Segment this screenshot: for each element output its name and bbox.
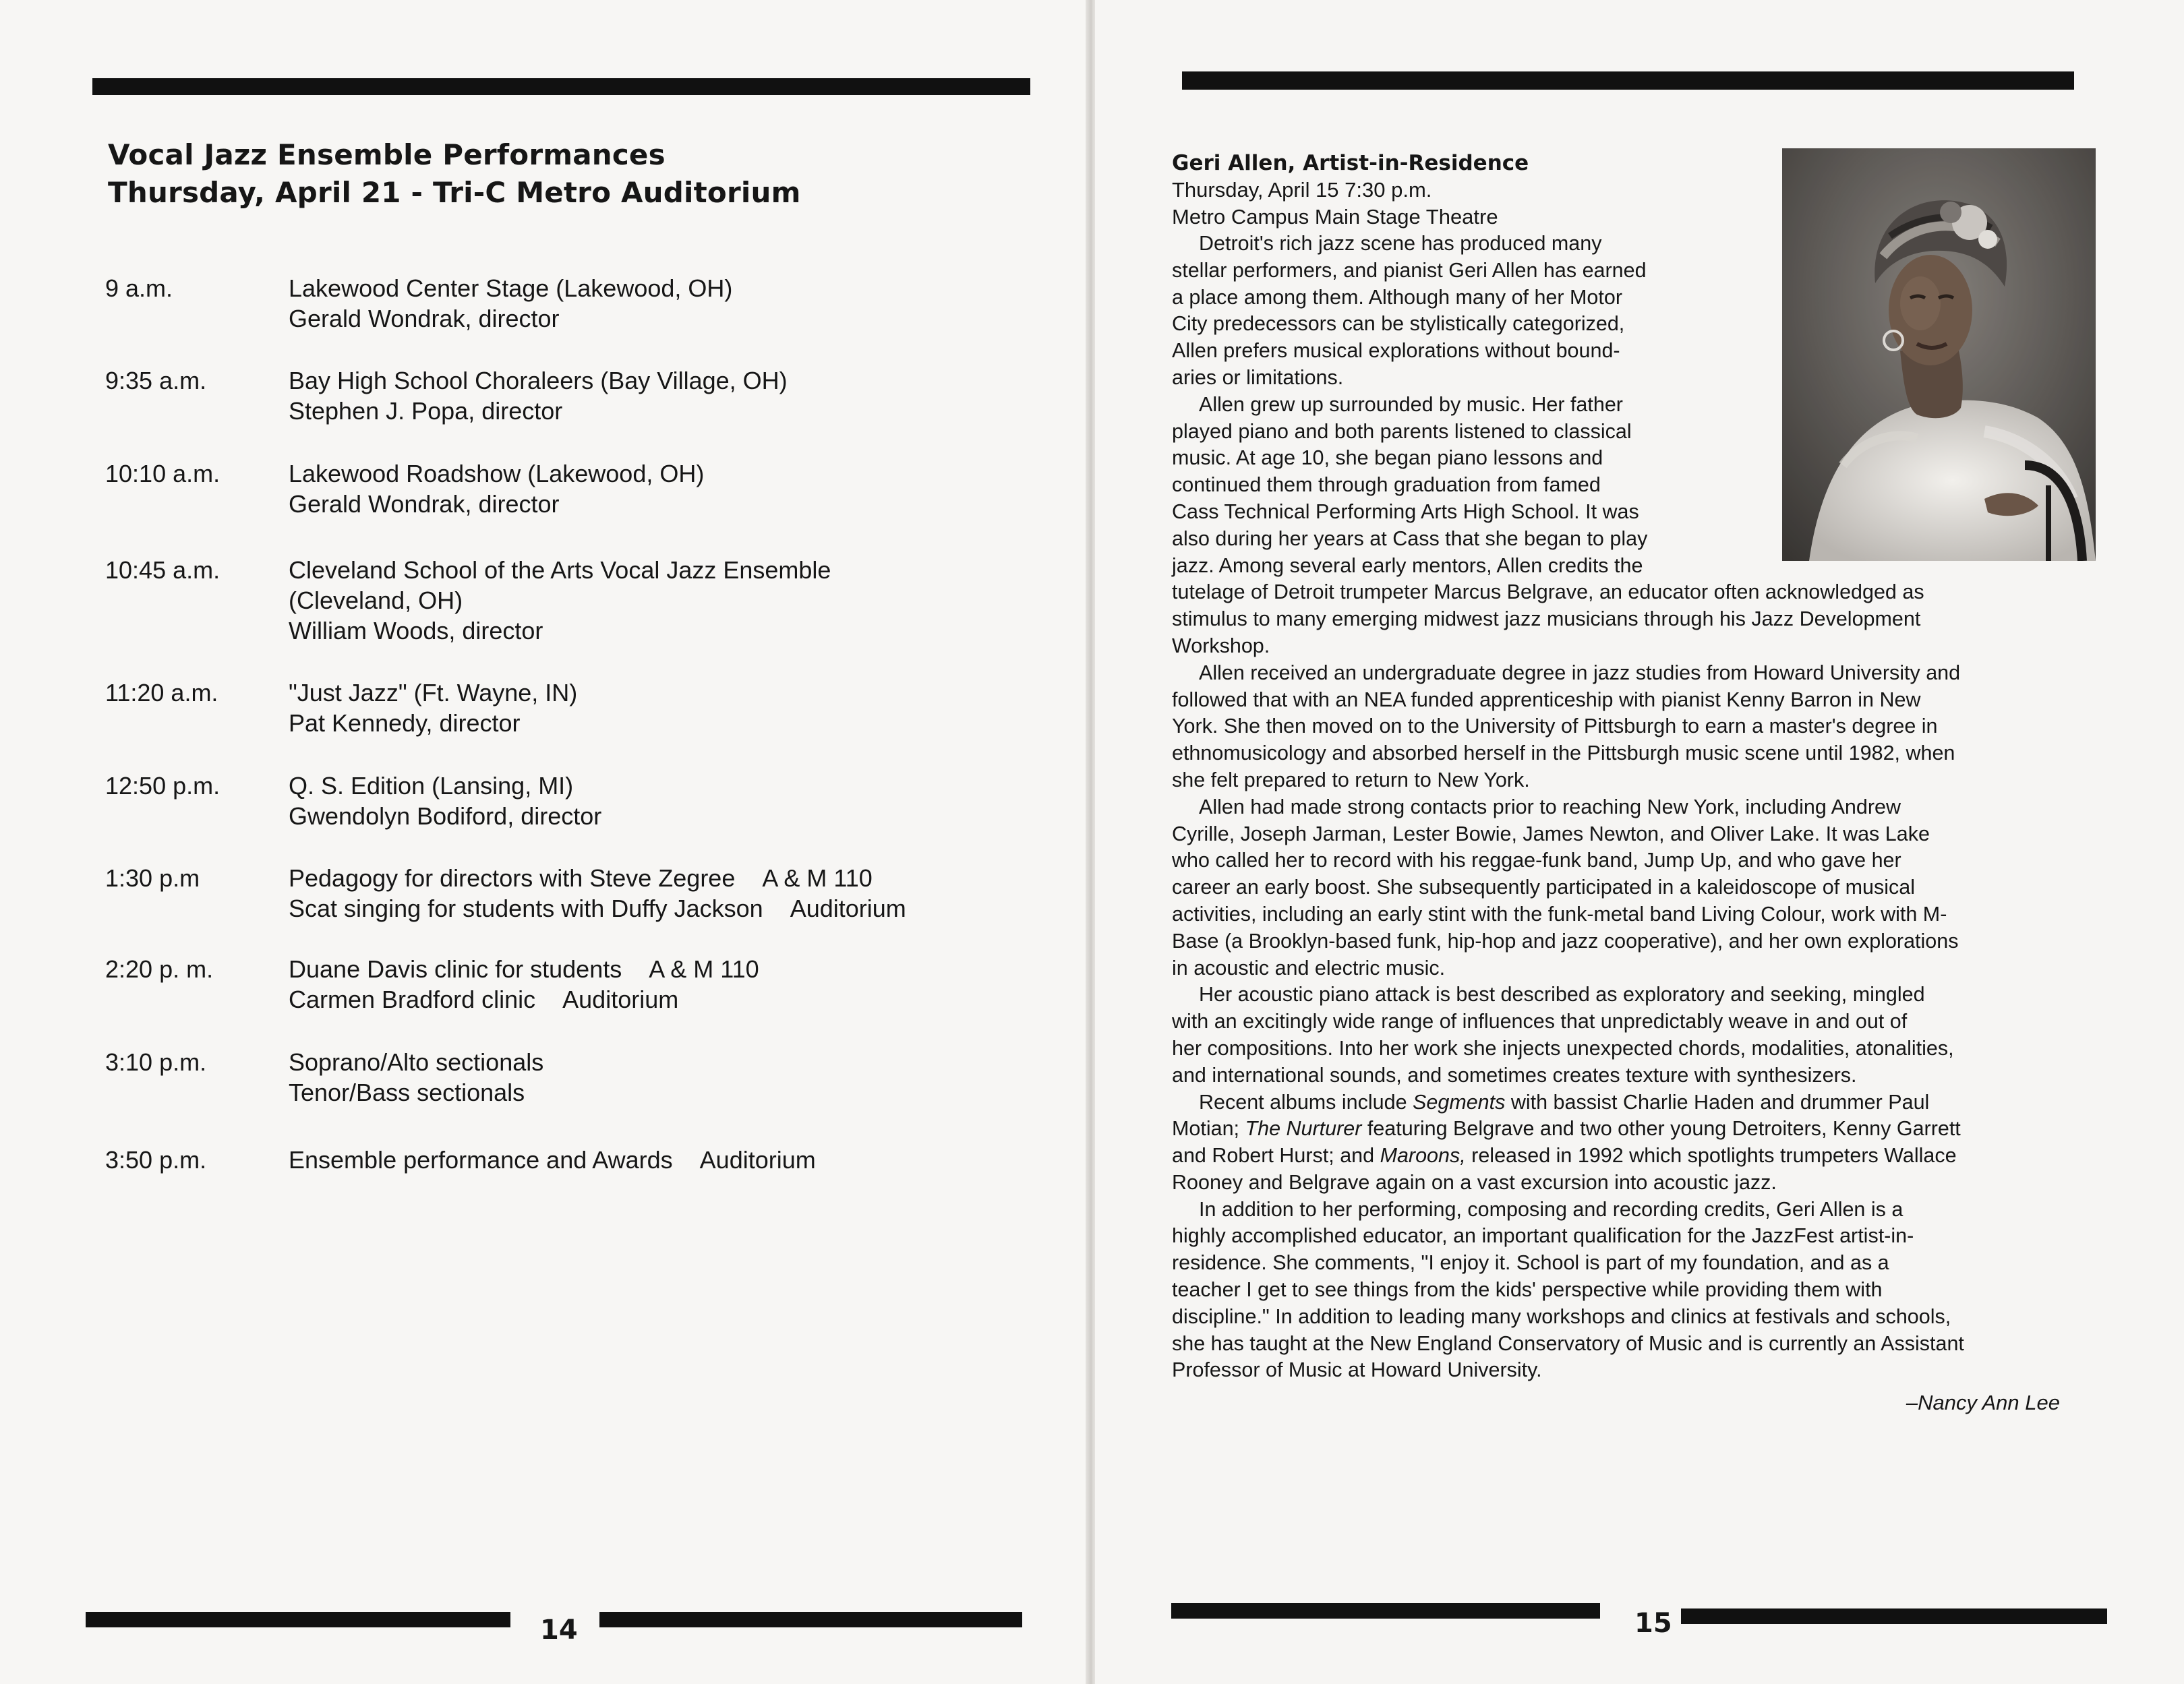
session-location: A & M 110	[762, 864, 873, 892]
article-line: teacher I get to see things from the kids' perspective while providing them with	[1172, 1278, 1883, 1302]
schedule-entry: (Cleveland, OH)	[289, 587, 463, 614]
bottom-rule-left-a	[86, 1612, 510, 1627]
article-line: Allen had made strong contacts prior to reaching New York, including Andrew	[1199, 795, 1901, 818]
event-datetime: Thursday, April 15 7:30 p.m.	[1172, 178, 1432, 202]
schedule-entry	[289, 893, 906, 924]
article-line: Cyrille, Joseph Jarman, Lester Bowie, James Newton, and Oliver Lake. It was Lake	[1172, 822, 1930, 845]
article-line: Detroit's rich jazz scene has produced many	[1199, 232, 1602, 255]
article-line: followed that with an NEA funded apprenticeship with pianist Kenny Barron in New	[1172, 688, 1921, 711]
session-location: A & M 110	[649, 955, 759, 983]
article-line: In addition to her performing, composing and recording credits, Geri Allen is a	[1199, 1197, 1903, 1221]
schedule-row	[105, 1047, 543, 1108]
session-title: Scat singing for students with Duffy Jackson	[289, 895, 763, 922]
article-line: with an excitingly wide range of influences that unpredictably weave in and out of	[1172, 1010, 1908, 1033]
article-paragraph	[1172, 794, 2119, 982]
article-line: activities, including an early stint with the funk-metal band Living Colour, work with M-	[1172, 902, 1947, 926]
session-location: Auditorium	[562, 986, 679, 1013]
bottom-rule-left-b	[599, 1612, 1022, 1627]
article-byline: –Nancy Ann Lee	[1906, 1391, 2060, 1415]
schedule-time: 10:10 a.m.	[105, 460, 220, 487]
article-line: City predecessors can be stylistically categorized,	[1172, 312, 1625, 336]
schedule-entry: Tenor/Bass sectionals	[289, 1079, 525, 1106]
schedule-entry	[289, 863, 906, 893]
article-body	[1172, 231, 2119, 1384]
schedule-time: 3:50 p.m.	[105, 1146, 207, 1174]
session-title: Pedagogy for directors with Steve Zegree	[289, 864, 736, 892]
article-paragraph	[1172, 1089, 2119, 1197]
article-line: York. She then moved on to the University of Pittsburgh to earn a master's degree in	[1172, 715, 1938, 738]
schedule-time: 1:30 p.m	[105, 864, 200, 892]
article-paragraph	[1172, 982, 2119, 1089]
article-line: stellar performers, and pianist Geri Allen has earned	[1172, 258, 1647, 282]
article-line: Her acoustic piano attack is best described as exploratory and seeking, mingled	[1199, 983, 1925, 1006]
article-line: residence. She comments, "I enjoy it. School is part of my foundation, and as a	[1172, 1251, 1889, 1275]
event-venue: Metro Campus Main Stage Theatre	[1172, 205, 1498, 229]
page-number-left: 14	[540, 1615, 578, 1646]
schedule-time: 11:20 a.m.	[105, 679, 218, 706]
schedule-entry	[289, 954, 759, 984]
article-paragraph	[1172, 231, 2119, 392]
article-paragraph	[1172, 1197, 2119, 1385]
article-line: she felt prepared to return to New York.	[1172, 768, 1530, 791]
article-line: a place among them. Although many of her Motor	[1172, 285, 1622, 309]
top-rule-right	[1182, 71, 2074, 90]
schedule-title	[108, 136, 984, 212]
article-line: stimulus to many emerging midwest jazz musicians through his Jazz Development	[1172, 607, 1921, 631]
title-line-1: Vocal Jazz Ensemble Performances	[108, 138, 666, 171]
article-line: Professor of Music at Howard University.	[1172, 1358, 1542, 1382]
article-line: Allen grew up surrounded by music. Her father	[1199, 392, 1623, 416]
session-title: Carmen Bradford clinic	[289, 986, 536, 1013]
session-title: Ensemble performance and Awards	[289, 1146, 673, 1174]
article-line: jazz. Among several early mentors, Allen credits the	[1172, 553, 1643, 577]
article-line: and international sounds, and sometimes creates texture with synthesizers.	[1172, 1063, 1857, 1087]
schedule-entry: Stephen J. Popa, director	[289, 397, 563, 425]
article-line: her compositions. Into her work she injects unexpected chords, modalities, atonalities,	[1172, 1036, 1954, 1060]
schedule-row	[105, 678, 577, 738]
schedule-row	[105, 365, 788, 426]
schedule-entry: Gerald Wondrak, director	[289, 490, 560, 518]
article-line: aries or limitations.	[1172, 365, 1344, 389]
schedule-entry: Bay High School Choraleers (Bay Village, OH)	[289, 367, 788, 394]
schedule-entry: "Just Jazz" (Ft. Wayne, IN)	[289, 679, 578, 706]
article-paragraph	[1172, 660, 2119, 794]
top-rule-left	[92, 78, 1030, 95]
article-line: Cass Technical Performing Arts High School. It was	[1172, 500, 1639, 523]
schedule-time: 2:20 p. m.	[105, 955, 214, 983]
title-line-2: Thursday, April 21 - Tri-C Metro Auditorium	[108, 176, 801, 209]
article-paragraph	[1172, 392, 2119, 660]
schedule-entry: William Woods, director	[289, 617, 543, 644]
schedule-entry: Soprano/Alto sectionals	[289, 1048, 544, 1076]
article-line: Rooney and Belgrave again on a vast excursion into acoustic jazz.	[1172, 1170, 1777, 1194]
schedule-row	[105, 555, 831, 646]
bottom-rule-right-a	[1171, 1603, 1600, 1619]
article-line: discipline." In addition to leading many workshops and clinics at festivals and schools,	[1172, 1304, 1951, 1328]
article-line: Motian; The Nurturer featuring Belgrave and two other young Detroiters, Kenny Garrett	[1172, 1117, 1961, 1141]
schedule-row	[105, 458, 704, 519]
article-line: Workshop.	[1172, 634, 1270, 657]
schedule-entry: Pat Kennedy, director	[289, 709, 521, 737]
schedule-time: 12:50 p.m.	[105, 772, 220, 800]
article-line: continued them through graduation from famed	[1172, 473, 1601, 497]
schedule-time: 10:45 a.m.	[105, 556, 220, 584]
schedule-time: 9:35 a.m.	[105, 367, 207, 394]
schedule-entry: Q. S. Edition (Lansing, MI)	[289, 772, 574, 800]
session-location: Auditorium	[790, 895, 906, 922]
article-line: Allen prefers musical explorations without bound-	[1172, 339, 1620, 363]
article-line: who called her to record with his reggae-funk band, Jump Up, and who gave her	[1172, 849, 1901, 872]
left-page	[0, 0, 1090, 1684]
article-line: highly accomplished educator, an important qualification for the JazzFest artist-in-	[1172, 1224, 1914, 1248]
schedule-row	[105, 273, 732, 334]
article-line: career an early boost. She subsequently participated in a kaleidoscope of musical	[1172, 876, 1916, 899]
schedule-row	[105, 771, 601, 831]
article-line: and Robert Hurst; and Maroons, released in 1992 which spotlights trumpeters Wallace	[1172, 1144, 1957, 1168]
article-line: Base (a Brooklyn-based funk, hip-hop and jazz cooperative), and her own explorations	[1172, 929, 1959, 953]
article-line: music. At age 10, she began piano lessons and	[1172, 446, 1603, 470]
article-line: played piano and both parents listened to classical	[1172, 419, 1632, 443]
schedule-entry: Gwendolyn Bodiford, director	[289, 802, 602, 830]
page-number-right: 15	[1634, 1608, 1672, 1639]
article-line: in acoustic and electric music.	[1172, 956, 1446, 980]
schedule-entry	[289, 1145, 816, 1175]
schedule-entry: Lakewood Roadshow (Lakewood, OH)	[289, 460, 705, 487]
article-line: she has taught at the New England Conservatory of Music and is currently an Assistant	[1172, 1331, 1964, 1355]
schedule-entry: Cleveland School of the Arts Vocal Jazz Ensemble	[289, 556, 831, 584]
schedule-entry	[289, 984, 759, 1015]
article-line: also during her years at Cass that she began to play	[1172, 527, 1648, 550]
article-line: Recent albums include Segments with bassist Charlie Haden and drummer Paul	[1199, 1090, 1930, 1114]
schedule-row	[105, 954, 759, 1015]
article-heading: Geri Allen, Artist-in-Residence	[1172, 151, 1529, 175]
schedule-time: 3:10 p.m.	[105, 1048, 207, 1076]
artist-article	[1172, 150, 2119, 1416]
schedule-time: 9 a.m.	[105, 274, 173, 302]
session-title: Duane Davis clinic for students	[289, 955, 622, 983]
bottom-rule-right-b	[1681, 1608, 2107, 1624]
article-line: tutelage of Detroit trumpeter Marcus Belgrave, an educator often acknowledged as	[1172, 580, 1924, 604]
schedule-row	[105, 1145, 816, 1175]
schedule-entry: Lakewood Center Stage (Lakewood, OH)	[289, 274, 733, 302]
session-location: Auditorium	[699, 1146, 816, 1174]
article-line: Allen received an undergraduate degree in jazz studies from Howard University and	[1199, 661, 1961, 684]
article-line: ethnomusicology and absorbed herself in the Pittsburgh music scene until 1982, when	[1172, 742, 1955, 765]
schedule-entry: Gerald Wondrak, director	[289, 305, 560, 332]
schedule-row	[105, 863, 906, 924]
